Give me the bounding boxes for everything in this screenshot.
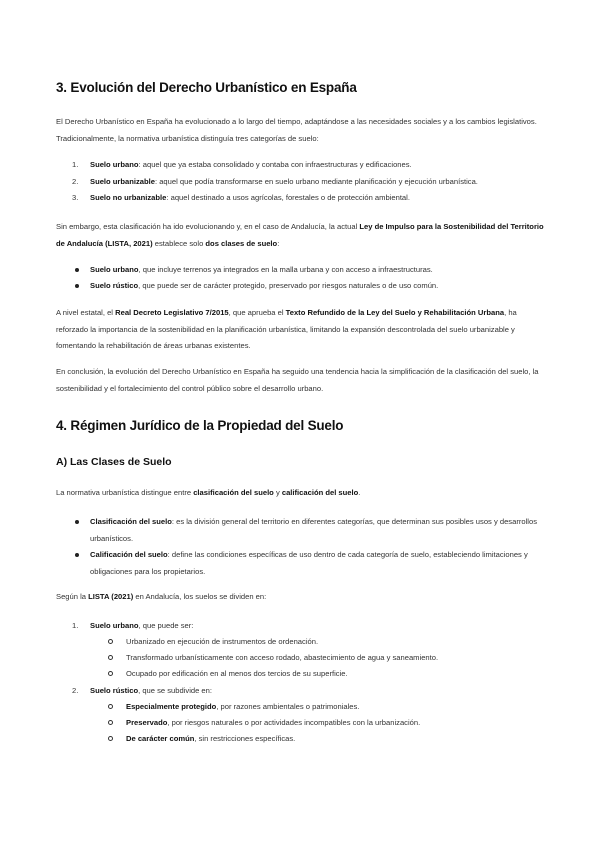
section-3-paragraph-lista [56, 219, 548, 252]
section-4-title: 4. Régimen Jurídico de la Propiedad del Suelo [56, 418, 344, 433]
list-item-desc: : es la división general del territorio en diferentes categorías, que determinan sus posibles usos y desarrollos urbanísticos. [90, 517, 537, 543]
sub-list-item: Ocupado por edificación en al menos dos tercios de su superficie. [126, 669, 348, 678]
text-span: Según la [56, 592, 89, 601]
list-item [90, 514, 548, 547]
section-4-intro [56, 485, 548, 502]
emphasis: clasificación del suelo [193, 488, 274, 497]
sub-list-item [126, 715, 548, 732]
section-4-lista-paragraph [56, 589, 548, 606]
list-item [90, 174, 548, 191]
section-3-conclusion: En conclusión, la evolución del Derecho Urbanístico en España ha seguido una tendencia hacia la simplificación de la clasificación del suelo, la sostenibilidad y el fortalecimiento del control público sobre el desarrollo urbano. [56, 367, 539, 393]
bullet-icon [75, 553, 79, 557]
list-item-desc: , que puede ser de carácter protegido, preservado por riesgos naturales o de uso común. [138, 281, 439, 290]
list-item-desc: : aquel que podía transformarse en suelo urbano mediante planificación y ejecución urbanística. [154, 177, 478, 186]
list-item-desc: , por razones ambientales o patrimoniales. [216, 702, 360, 711]
list-number: 1. [72, 621, 79, 630]
list-item-desc: , por riesgos naturales o por actividades incompatibles con la urbanización. [167, 718, 421, 727]
list-item-desc: : aquel destinado a usos agrícolas, forestales o de protección ambiental. [166, 193, 410, 202]
list-item [90, 618, 548, 635]
list-item-desc: , que se subdivide en: [138, 686, 212, 695]
text-span: y [273, 488, 282, 497]
list-item-term: Suelo rústico [90, 281, 139, 290]
text-span: establece solo [152, 238, 206, 248]
list-item [90, 278, 548, 295]
sub-list-item [126, 699, 548, 716]
list-item-term: Suelo urbanizable [90, 177, 155, 186]
law-name: LISTA (2021) [88, 592, 134, 601]
text-span: : [277, 238, 280, 248]
emphasis: calificación del suelo [281, 488, 359, 497]
list-number: 3. [72, 193, 79, 202]
law-name: Real Decreto Legislativo 7/2015 [115, 308, 229, 317]
emphasis: dos clases de suelo [205, 238, 278, 248]
list-item-desc: : define las condiciones específicas de uso dentro de cada categoría de suelo, estableciendo limitaciones y obligaciones para los propietarios. [90, 550, 528, 576]
list-item [90, 157, 548, 174]
list-item-desc: , que puede ser: [138, 621, 194, 630]
list-item [90, 262, 548, 279]
list-number: 2. [72, 177, 79, 186]
text-span: , ha reforzado la importancia de la sostenibilidad en la planificación urbanística, limitando la expansión descontrolada del suelo urbanizable y fomentando la rehabilitación de áreas urbanas existentes. [56, 308, 517, 350]
sub-list-item: Transformado urbanísticamente con acceso rodado, abastecimiento de agua y saneamiento. [126, 653, 439, 662]
list-item-term: Suelo no urbanizable [90, 193, 167, 202]
law-name: Ley de Impulso para la Sostenibilidad del Territorio de Andalucía (LISTA, 2021) [56, 222, 544, 248]
sub-bullet-icon [108, 704, 113, 709]
list-item [90, 547, 548, 580]
list-item-term: Clasificación del suelo [90, 517, 172, 526]
list-item [90, 683, 548, 700]
text-span: , que aprueba el [228, 308, 286, 317]
sub-bullet-icon [108, 639, 113, 644]
list-item [90, 190, 548, 207]
list-item-desc: : aquel que ya estaba consolidado y contaba con infraestructuras y edificaciones. [138, 160, 412, 169]
sub-bullet-icon [108, 671, 113, 676]
sub-list-item: Urbanizado en ejecución de instrumentos de ordenación. [126, 637, 319, 646]
text-span: La normativa urbanística distingue entre [56, 488, 194, 497]
text-span: . [358, 488, 361, 497]
list-number: 1. [72, 160, 79, 169]
section-3-paragraph-state [56, 305, 548, 355]
text-span: A nivel estatal, el [56, 308, 116, 317]
bullet-icon [75, 284, 79, 288]
sub-bullet-icon [108, 736, 113, 741]
sub-bullet-icon [108, 655, 113, 660]
sub-bullet-icon [108, 720, 113, 725]
sub-list-item [126, 731, 548, 748]
list-item-term: Preservado [126, 718, 168, 727]
list-item-desc: , sin restricciones específicas. [194, 734, 296, 743]
bullet-icon [75, 268, 79, 272]
section-3-intro: El Derecho Urbanístico en España ha evolucionado a lo largo del tiempo, adaptándose a las necesidades sociales y a los cambios legislativos. Tradicionalmente, la normativa urbanística distinguía tres categorías de suelo: [56, 117, 537, 143]
list-item-term: Suelo urbano [90, 621, 139, 630]
list-item-term: Especialmente protegido [126, 702, 217, 711]
list-item-term: Calificación del suelo [90, 550, 168, 559]
list-item-term: Suelo urbano [90, 160, 139, 169]
list-item-term: De carácter común [126, 734, 195, 743]
list-item-desc: , que incluye terrenos ya integrados en la malla urbana y con acceso a infraestructuras. [138, 265, 433, 274]
bullet-icon [75, 520, 79, 524]
text-span: Sin embargo, esta clasificación ha ido evolucionando y, en el caso de Andalucía, la actual [56, 222, 360, 231]
text-span: en Andalucía, los suelos se dividen en: [133, 592, 267, 601]
section-4-subtitle: A) Las Clases de Suelo [56, 456, 172, 468]
list-item-term: Suelo rústico [90, 686, 139, 695]
list-number: 2. [72, 686, 79, 695]
list-item-term: Suelo urbano [90, 265, 139, 274]
law-name: Texto Refundido de la Ley del Suelo y Rehabilitación Urbana [285, 308, 505, 317]
section-3-title: 3. Evolución del Derecho Urbanístico en España [56, 80, 357, 95]
